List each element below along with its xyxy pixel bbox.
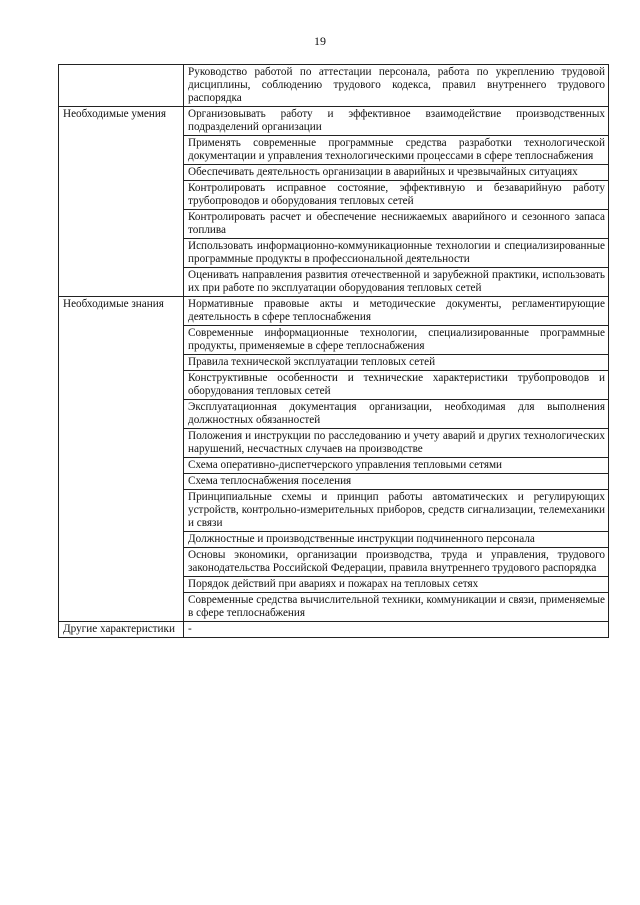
table-row [59,622,609,638]
section-item: Порядок действий при авариях и пожарах на тепловых сетях [184,577,609,593]
section-item: Организовывать работу и эффективное взаимодействие производственных подразделений организации [184,107,609,136]
section-item: Контролировать расчет и обеспечение неснижаемых аварийного и сезонного запаса топлива [184,210,609,239]
requirements-table [58,64,609,638]
section-item: Схема теплоснабжения поселения [184,474,609,490]
section-label: Необходимые знания [59,297,184,622]
section-item: Эксплуатационная документация организации, необходимая для выполнения должностных обязанностей [184,400,609,429]
page-number: 19 [314,34,326,48]
table-row [59,107,609,136]
section-label: Другие характеристики [59,622,184,638]
section-item: Правила технической эксплуатации тепловых сетей [184,355,609,371]
section-item: Оценивать направления развития отечественной и зарубежной практики, использовать их при работе по эксплуатации оборудования тепловых сетей [184,268,609,297]
section-item: Современные информационные технологии, специализированные программные продукты, применяемые в сфере теплоснабжения [184,326,609,355]
section-item: Контролировать исправное состояние, эффективную и безаварийную работу трубопроводов и оборудования тепловых сетей [184,181,609,210]
section-item: Применять современные программные средства разработки технологической документации и управления технологическими процессами в сфере теплоснабжения [184,136,609,165]
section-label [59,65,184,107]
section-item: Руководство работой по аттестации персонала, работа по укреплению трудовой дисциплины, соблюдению трудового кодекса, правил внутреннего трудового распорядка [184,65,609,107]
section-item: Нормативные правовые акты и методические документы, регламентирующие деятельность в сфере теплоснабжения [184,297,609,326]
section-item: Современные средства вычислительной техники, коммуникации и связи, применяемые в сфере теплоснабжения [184,593,609,622]
section-item: Схема оперативно-диспетчерского управления тепловыми сетями [184,458,609,474]
section-item: Основы экономики, организации производства, труда и управления, трудового законодательства Российской Федерации, правила внутреннего трудового распорядка [184,548,609,577]
section-item: - [184,622,609,638]
table-row [59,297,609,326]
table-row [59,65,609,107]
section-item: Конструктивные особенности и технические характеристики трубопроводов и оборудования тепловых сетей [184,371,609,400]
section-item: Использовать информационно-коммуникационные технологии и специализированные программные продукты в профессиональной деятельности [184,239,609,268]
section-item: Положения и инструкции по расследованию и учету аварий и других технологических нарушений, несчастных случаев на производстве [184,429,609,458]
section-item: Должностные и производственные инструкции подчиненного персонала [184,532,609,548]
section-item: Принципиальные схемы и принцип работы автоматических и регулирующих устройств, контрольно-измерительных приборов, средств сигнализации, телемеханики и связи [184,490,609,532]
section-label: Необходимые умения [59,107,184,297]
section-item: Обеспечивать деятельность организации в аварийных и чрезвычайных ситуациях [184,165,609,181]
